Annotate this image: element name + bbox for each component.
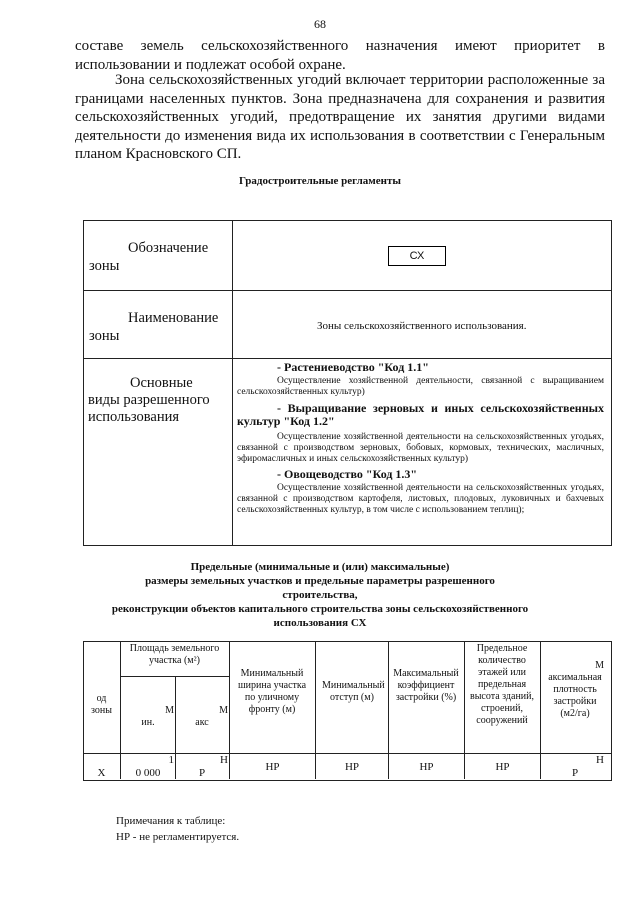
limits-table-divider (120, 641, 121, 779)
header-area-min-frag: М (165, 705, 174, 716)
notes-line: НР - не регламентируется. (116, 831, 240, 843)
use-desc-1-3: Осуществление хозяйственной деятельности на сельскохозяйственных угодьях, связанной с производством картофеля, листовых, плодовых, луковичных и бахчевых сельскохозяйственных культур, в том числе с использованием теплиц); (237, 483, 604, 515)
regulations-title: Градостроительные регламенты (238, 175, 401, 187)
notes-title: Примечания к таблице: (116, 815, 226, 827)
zone-table-divider (83, 358, 611, 359)
limits-table-divider (315, 641, 316, 779)
limits-table-divider (388, 641, 389, 779)
cell-density-b: Р (571, 767, 579, 779)
header-area-max-frag: М (219, 705, 228, 716)
zone-code-box: СХ (388, 246, 446, 266)
cell-density-a: Н (596, 754, 604, 766)
header-max-coef: Максимальный коэффициент застройки (%) (393, 668, 459, 703)
cell-min-width: НР (265, 761, 280, 773)
uses-list (237, 361, 604, 516)
zone-name-label-b: зоны (89, 328, 120, 344)
zone-code-label-b: зоны (89, 258, 120, 274)
limits-title: Предельные (минимальные и (или) максимальные) размеры земельных участков и предельные параметры разрешенного строительства, реконструкции объектов капитального строительства зоны сельскохозяйственного использования СХ (111, 561, 529, 629)
paragraph-1: составе земель сельскохозяйственного назначения имеют приоритет в использовании и подлежат особой охране. (75, 38, 605, 73)
cell-min-area-a: 1 (168, 754, 174, 766)
limits-table-divider (229, 641, 230, 779)
header-min-width: Минимальный ширина участка по уличному фронту (м) (237, 668, 307, 715)
cell-min-setback: НР (344, 761, 360, 773)
header-floors: Предельное количество этажей или предельная высота зданий, строений, сооружений (469, 643, 535, 726)
header-area-max: акс (195, 717, 209, 728)
cell-zone-code: Х (97, 767, 106, 779)
main-uses-label: Основные виды разрешенного использования (88, 375, 210, 425)
header-min-setback: Минимальный отступ (м) (322, 680, 385, 703)
zone-name-label: Наименование (128, 310, 219, 326)
zone-name: Зоны сельскохозяйственного использования. (317, 320, 527, 332)
zone-table-divider (232, 220, 233, 545)
paragraph-2: Зона сельскохозяйственных угодий включает территории расположенные за границами населенных пунктов. Зона предназначена для сохранения и развития сельскохозяйственных угодий, предотвращение их занятия другими видами деятельности до изменения вида их использования в соответствии с Генеральным планом Красновского СП. (75, 72, 605, 162)
use-title-1-1: - Растениеводство "Код 1.1" (277, 360, 429, 374)
cell-max-area-a: Н (220, 754, 228, 766)
cell-max-area-b: Р (198, 767, 206, 779)
zone-code-label: Обозначение (128, 240, 209, 256)
header-area-min: ин. (141, 717, 155, 728)
cell-min-area-b: 0 000 (135, 767, 161, 779)
header-area: Площадь земельного участка (м²) (129, 643, 220, 666)
zone-table-divider (83, 290, 611, 291)
header-zone-code: од зоны (91, 693, 112, 716)
page-number: 68 (314, 17, 326, 31)
use-desc-1-1: Осуществление хозяйственной деятельности, связанной с выращиванием сельскохозяйственных культур) (237, 376, 604, 397)
header-density-frag: М (595, 660, 604, 671)
cell-max-coef: НР (419, 761, 434, 773)
limits-table-divider (464, 641, 465, 779)
cell-floors: НР (495, 761, 510, 773)
limits-table-divider (540, 641, 541, 779)
use-desc-1-2: Осуществление хозяйственной деятельности на сельскохозяйственных угодьях, связанной с производством зерновых, бобовых, кормовых, технических, масличных, эфиромасличных и иных сельскохозяйственных культур) (237, 432, 604, 464)
use-title-1-3: - Овощеводство "Код 1.3" (277, 467, 418, 481)
header-density: аксимальная плотность застройки (м2/га) (548, 672, 602, 719)
use-title-1-2: - Выращивание зерновых и иных сельскохозяйственных культур "Код 1.2" (237, 401, 604, 428)
